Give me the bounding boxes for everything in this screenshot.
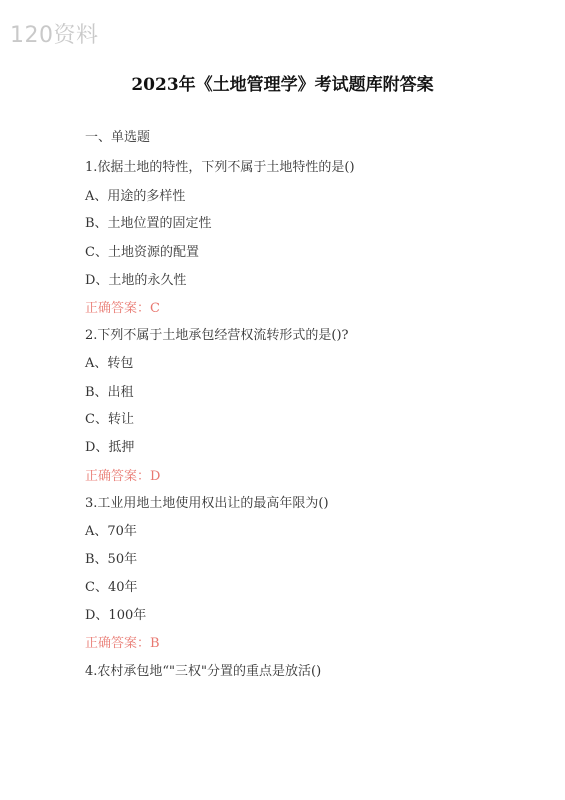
answer-option: A、70年 (85, 524, 137, 539)
answer-option: A、转包 (85, 356, 134, 371)
answer-option: D、土地的永久性 (85, 273, 187, 288)
answer-option: C、40年 (85, 580, 138, 595)
correct-answer: 正确答案：D (85, 469, 161, 484)
answer-option: B、50年 (85, 552, 138, 567)
question-stem: 1.依据土地的特性，下列不属于土地特性的是() (85, 160, 355, 175)
section-heading: 一、单选题 (85, 130, 151, 145)
question-stem: 4.农村承包地“"三权"分置的重点是放活() (85, 664, 322, 679)
answer-option: A、用途的多样性 (85, 189, 186, 204)
question-stem: 2.下列不属于土地承包经营权流转形式的是()? (85, 328, 349, 343)
answer-option: C、转让 (85, 412, 134, 427)
answer-option: D、100年 (85, 608, 147, 623)
answer-option: B、出租 (85, 385, 134, 400)
document-title: 2023年《土地管理学》考试题库附答案 (131, 75, 434, 95)
watermark: 120资料 (10, 23, 99, 48)
correct-answer: 正确答案：B (85, 636, 160, 651)
correct-answer: 正确答案：C (85, 301, 160, 316)
question-stem: 3.工业用地土地使用权出让的最高年限为() (85, 496, 329, 511)
answer-option: B、土地位置的固定性 (85, 216, 212, 231)
answer-option: C、土地资源的配置 (85, 245, 199, 260)
answer-option: D、抵押 (85, 440, 135, 455)
